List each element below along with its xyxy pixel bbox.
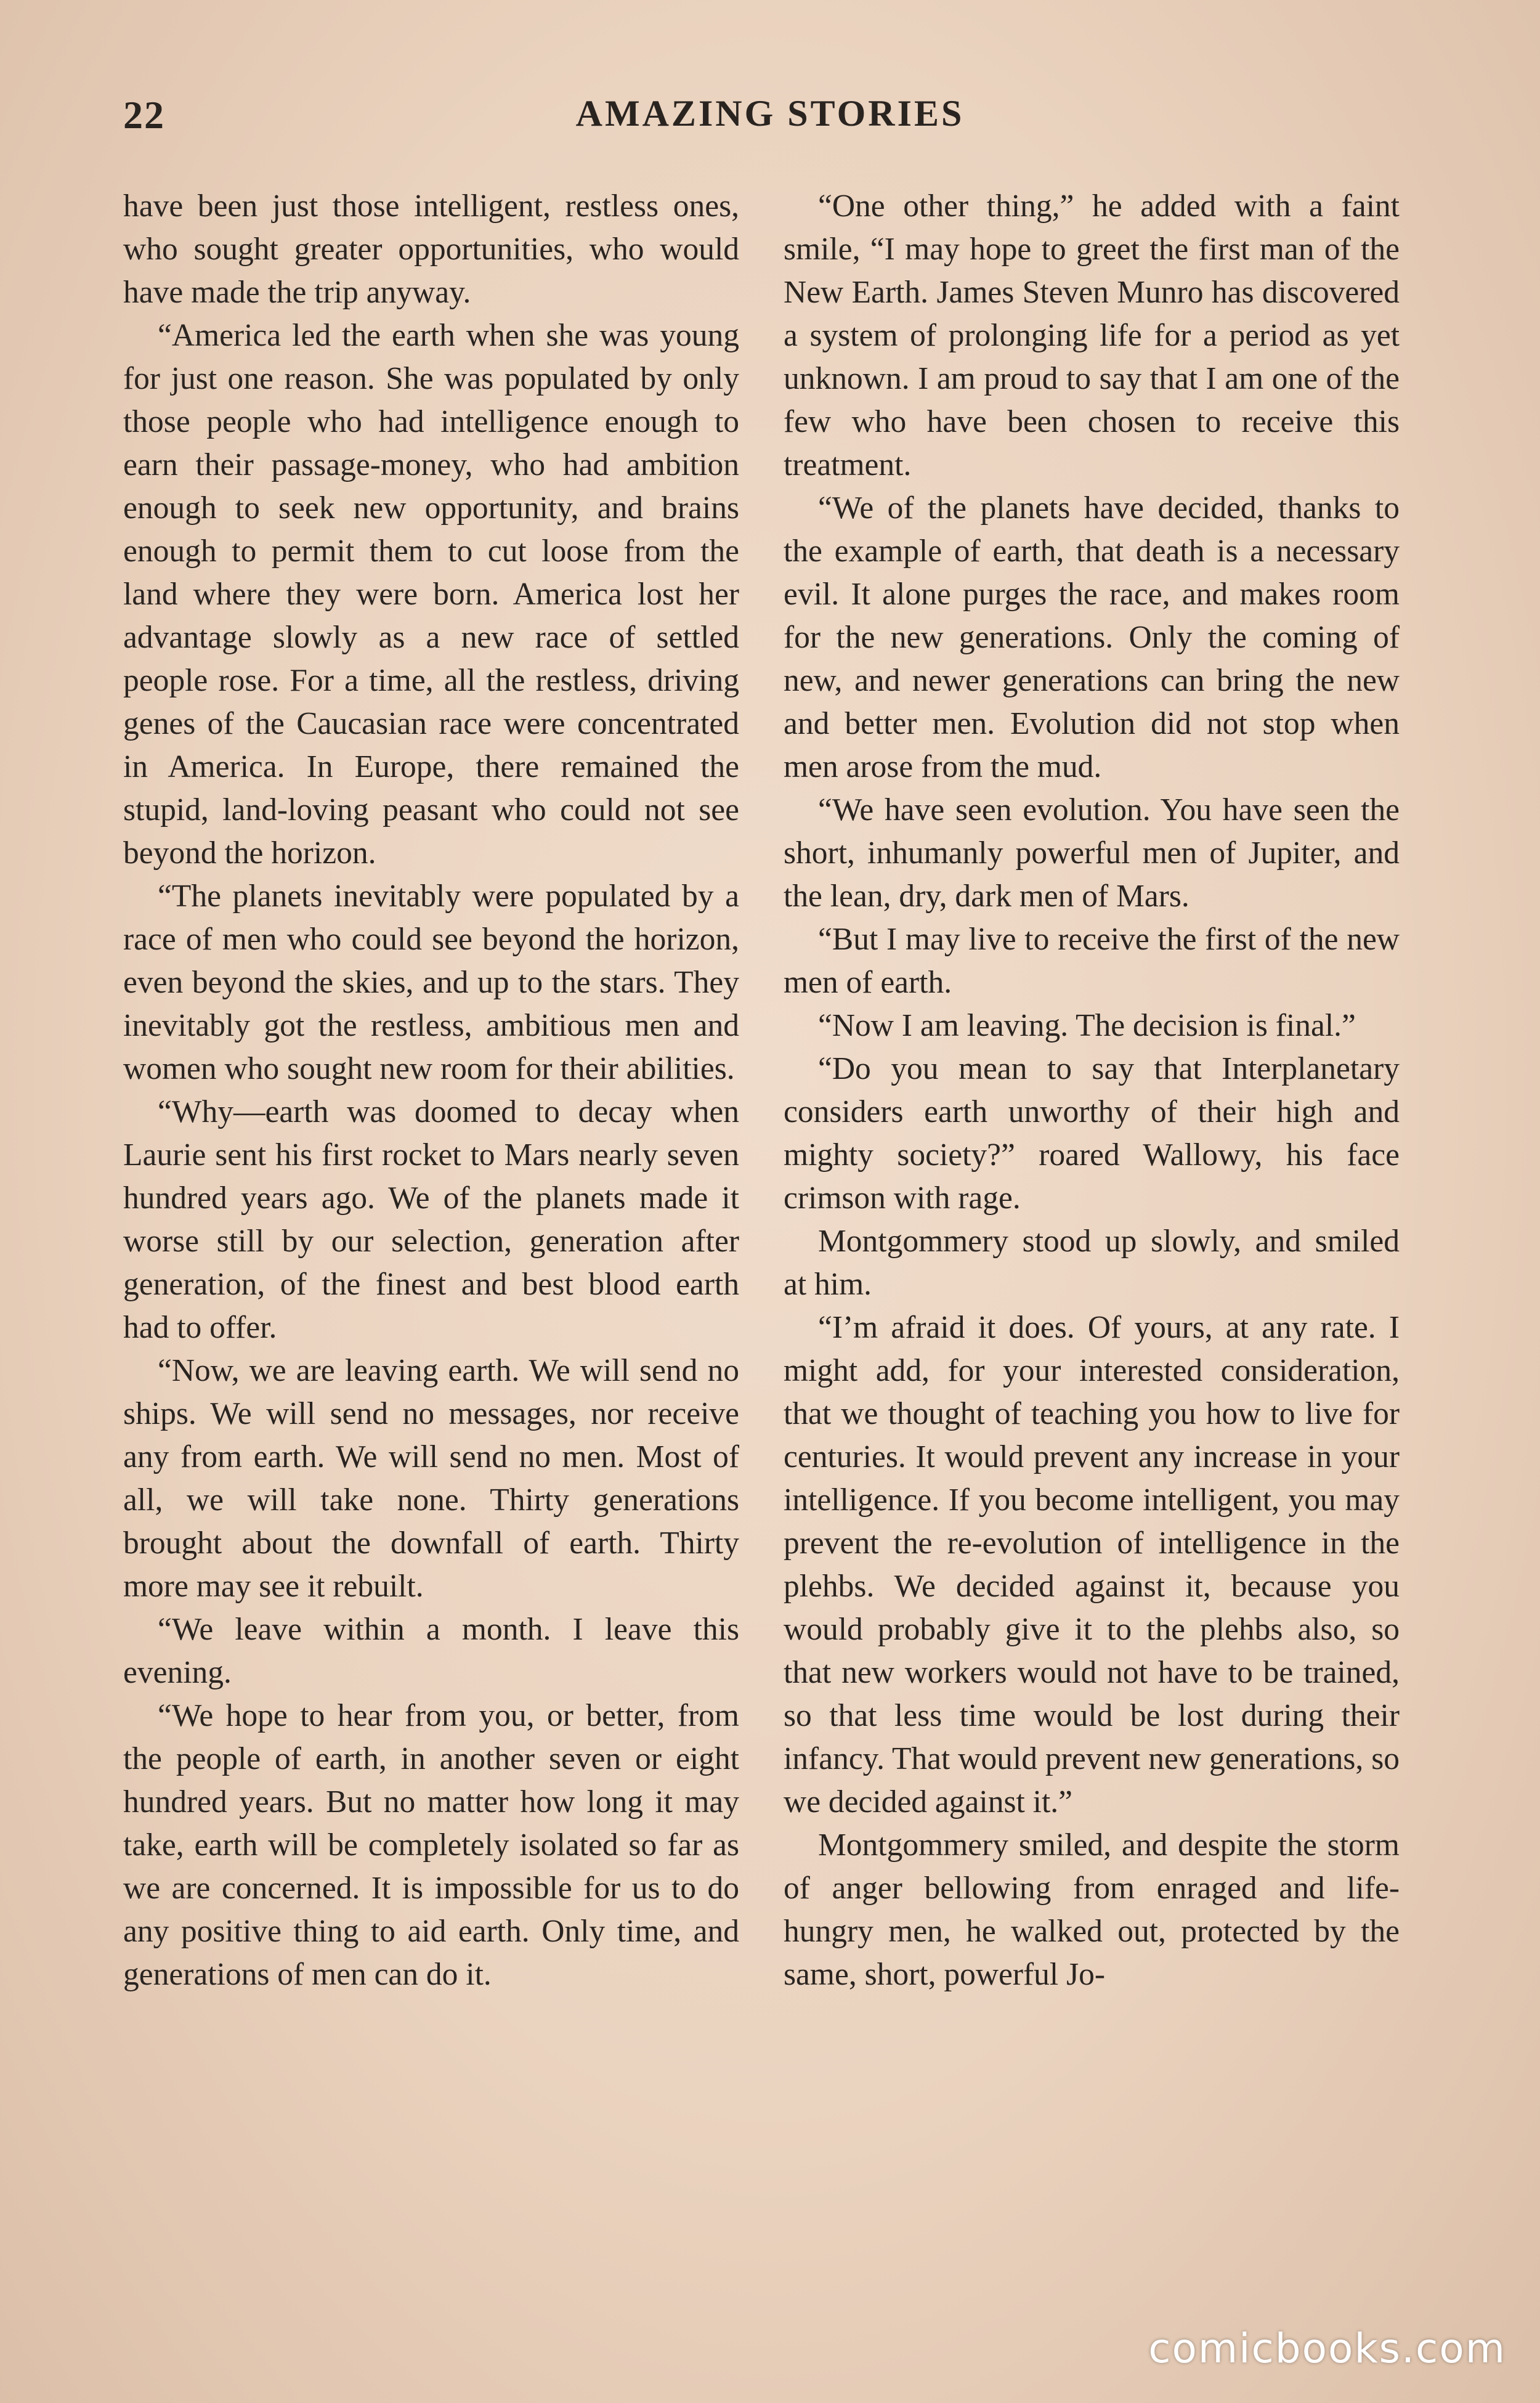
watermark: comicbooks.com [1148, 2325, 1506, 2372]
paragraph: “We have seen evolution. You have seen the short, inhumanly powerful men of Jupiter, and the lean, dry, dark men of Mars. [784, 792, 1400, 914]
paragraph: “Now, we are leaving earth. We will send no ships. We will send no messages, nor receive any from earth. We will send no men. Most of all, we will take none. Thirty generations brought about the downfall of earth. Thirty more may see it rebuilt. [123, 1353, 739, 1604]
paragraph: Montgommery stood up slowly, and smiled at him. [784, 1224, 1400, 1302]
paragraph: Montgommery smiled, and despite the storm of anger bellowing from enraged and life-hungry men, he walked out, protected by the same, short, powerful Jo- [784, 1828, 1400, 1992]
paragraph: “I’m afraid it does. Of yours, at any rate. I might add, for your interested consideration, that we thought of teaching you how to live for centuries. It would prevent any increase in your intelligence. If you become intelligent, you may prevent the re-evolution of intelligence in the plehbs. We decided against it, because you would probably give it to the plehbs also, so that new workers would not have to be trained, so that less time would be lost during their infancy. That would prevent new generations, so we decided against it.” [784, 1310, 1400, 1820]
paragraph: “But I may live to receive the first of the new men of earth. [784, 922, 1400, 1000]
page-number: 22 [123, 93, 165, 137]
paragraph: “Do you mean to say that Interplanetary considers earth unworthy of their high and mighty society?” roared Wallowy, his face crimson with rage. [784, 1051, 1400, 1216]
paragraph: “Now I am leaving. The decision is final.” [818, 1008, 1356, 1043]
running-head: AMAZING STORIES [575, 93, 965, 134]
paragraph: “Why—earth was doomed to decay when Laurie sent his first rocket to Mars nearly seven hundred years ago. We of the planets made it worse still by our selection, generation after generation, of the finest and best blood earth had to offer. [123, 1094, 739, 1345]
paragraph: “We leave within a month. I leave this evening. [123, 1612, 739, 1690]
page-header [123, 92, 1417, 154]
paragraph: “America led the earth when she was young for just one reason. She was populated by only those people who had intelligence enough to earn their passage-money, who had ambition enough to seek new opportunity, and brains enough to permit them to cut loose from the land where they were born. America lost her advantage slowly as a new race of settled people rose. For a time, all the restless, driving genes of the Caucasian race were concentrated in America. In Europe, there remained the stupid, land-loving peasant who could not see beyond the horizon. [123, 318, 739, 871]
paragraph: have been just those intelligent, restless ones, who sought greater opportunities, who would have made the trip anyway. [123, 189, 739, 310]
paragraph: “We of the planets have decided, thanks to the example of earth, that death is a necessary evil. It alone purges the race, and makes room for the new generations. Only the coming of new, and newer generations can bring the new and better men. Evolution did not stop when men arose from the mud. [784, 490, 1400, 784]
paragraph: “We hope to hear from you, or better, from the people of earth, in another seven or eight hundred years. But no matter how long it may take, earth will be completely isolated so far as we are concerned. It is impossible for us to do any positive thing to aid earth. Only time, and generations of men can do it. [123, 1698, 739, 1992]
right-column [784, 185, 1400, 1996]
left-column [123, 185, 739, 1996]
paragraph: “The planets inevitably were populated by a race of men who could see beyond the horizon, even beyond the skies, and up to the stars. They inevitably got the restless, ambitious men and women who sought new room for their abilities. [123, 879, 739, 1086]
paragraph: “One other thing,” he added with a faint smile, “I may hope to greet the first man of the New Earth. James Steven Munro has discovered a system of prolonging life for a period as yet unknown. I am proud to say that I am one of the few who have been chosen to receive this treatment. [784, 189, 1400, 482]
